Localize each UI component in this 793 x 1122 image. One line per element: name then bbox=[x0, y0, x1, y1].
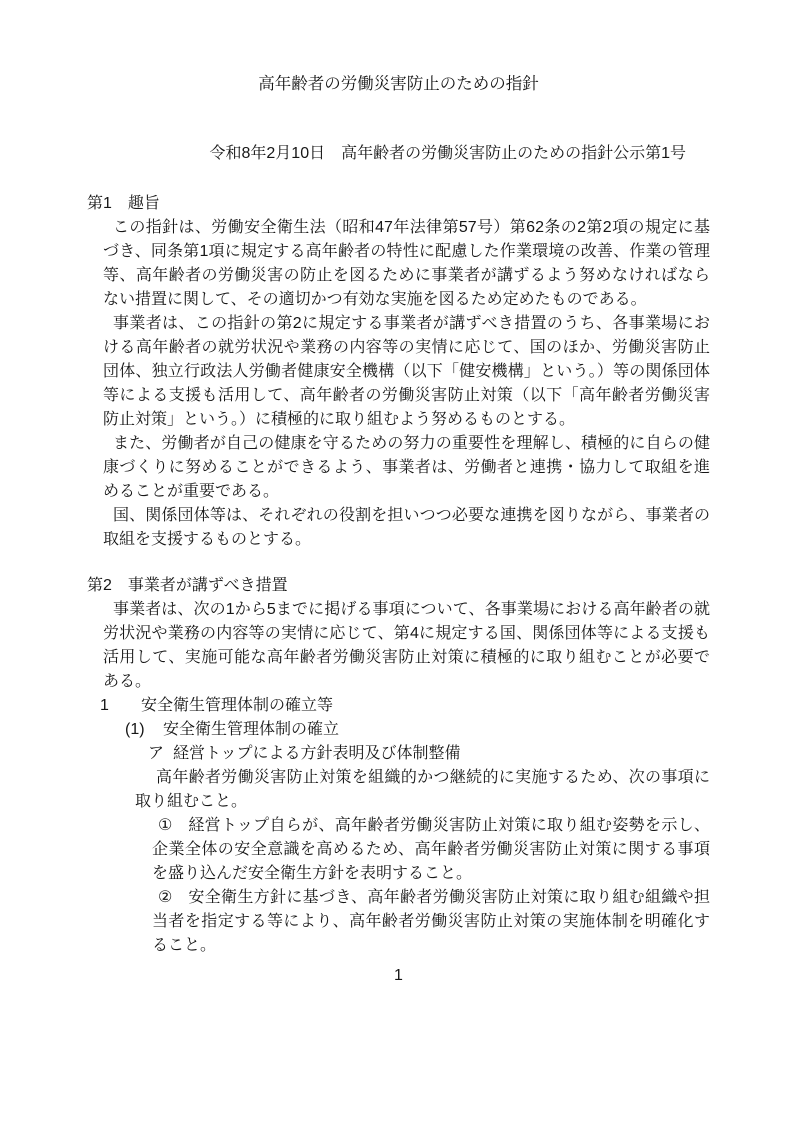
section-2-intro-paragraph: 事業者は、次の1から5までに掲げる事項について、各事業場における高年齢者の就労状況や業務の内容等の実情に応じて、第4に規定する国、関係団体等による支援も活用して、実施可能な高年齢者労働災害防止対策に積極的に取り組むことが必要である。 bbox=[103, 601, 710, 690]
item-marker: (1) bbox=[125, 721, 145, 738]
item-a-intro-paragraph: 高年齢者労働災害防止対策を組織的かつ継続的に実施するため、次の事項に取り組むこと。 bbox=[135, 769, 710, 810]
item-marker: ① bbox=[158, 817, 173, 834]
section-1-paragraph-1: この指針は、労働安全衛生法（昭和47年法律第57号）第62条の2第2項の規定に基づき、同条第1項に規定する高年齢者の特性に配慮した作業環境の改善、作業の管理等、高年齢者の労働災害の防止を図るために事業者が講ずるよう努めなければならない措置に関して、その適切かつ有効な実施を図るため定めたものである。 bbox=[103, 219, 710, 308]
item-text: 安全衛生管理体制の確立等 bbox=[141, 697, 334, 714]
item-text: 経営トップ自らが、高年齢者労働災害防止対策に取り組む姿勢を示し、企業全体の安全意識を高めるため、高年齢者労働災害防止対策に関する事項を盛り込んだ安全衛生方針を表明すること。 bbox=[152, 817, 710, 882]
item-text: 安全衛生管理体制の確立 bbox=[163, 721, 340, 738]
section-1-paragraph-4: 国、関係団体等は、それぞれの役割を担いつつ必要な連携を図りながら、事業者の取組を支援するものとする。 bbox=[103, 507, 710, 548]
item-marker: ② bbox=[158, 889, 173, 906]
list-item-circled-2 bbox=[87, 886, 710, 958]
list-item-1-1-a bbox=[87, 742, 710, 766]
item-text: 経営トップによる方針表明及び体制整備 bbox=[173, 745, 461, 762]
doc-number-line: 令和8年2月10日 高年齢者の労働災害防止のための指針公示第1号 bbox=[209, 145, 686, 162]
section-1-paragraph-3: また、労働者が自己の健康を守るための努力の重要性を理解し、積極的に自らの健康づくりに努めることができるよう、事業者は、労働者と連携・協力して取組を進めることが重要である。 bbox=[103, 435, 710, 500]
list-item-circled-1 bbox=[87, 814, 710, 886]
item-text: 安全衛生方針に基づき、高年齢者労働災害防止対策に取り組む組織や担当者を指定する等により、高年齢者労働災害防止対策の実施体制を明確化すること。 bbox=[152, 889, 710, 954]
list-item-1 bbox=[87, 694, 710, 718]
item-marker: 1 bbox=[100, 697, 109, 714]
document-title: 高年齢者の労働災害防止のための指針 bbox=[258, 75, 539, 93]
section-2-heading: 第2 事業者が講ずべき措置 bbox=[87, 577, 288, 594]
section-1-heading: 第1 趣旨 bbox=[87, 195, 160, 212]
section-1-paragraph-2: 事業者は、この指針の第2に規定する事業者が講ずべき措置のうち、各事業場における高年齢者の就労状況や業務の内容等の実情に応じて、国のほか、労働災害防止団体、独立行政法人労働者健康安全機構（以下「健安機構」という。）等の関係団体等による支援も活用して、高年齢者の労働災害防止対策（以下「高年齢者労働災害防止対策」という。）に積極的に取り組むよう努めるものとする。 bbox=[103, 315, 710, 428]
list-item-1-1 bbox=[87, 718, 710, 742]
page-number: 1 bbox=[394, 967, 403, 984]
item-marker: ア bbox=[148, 745, 165, 762]
